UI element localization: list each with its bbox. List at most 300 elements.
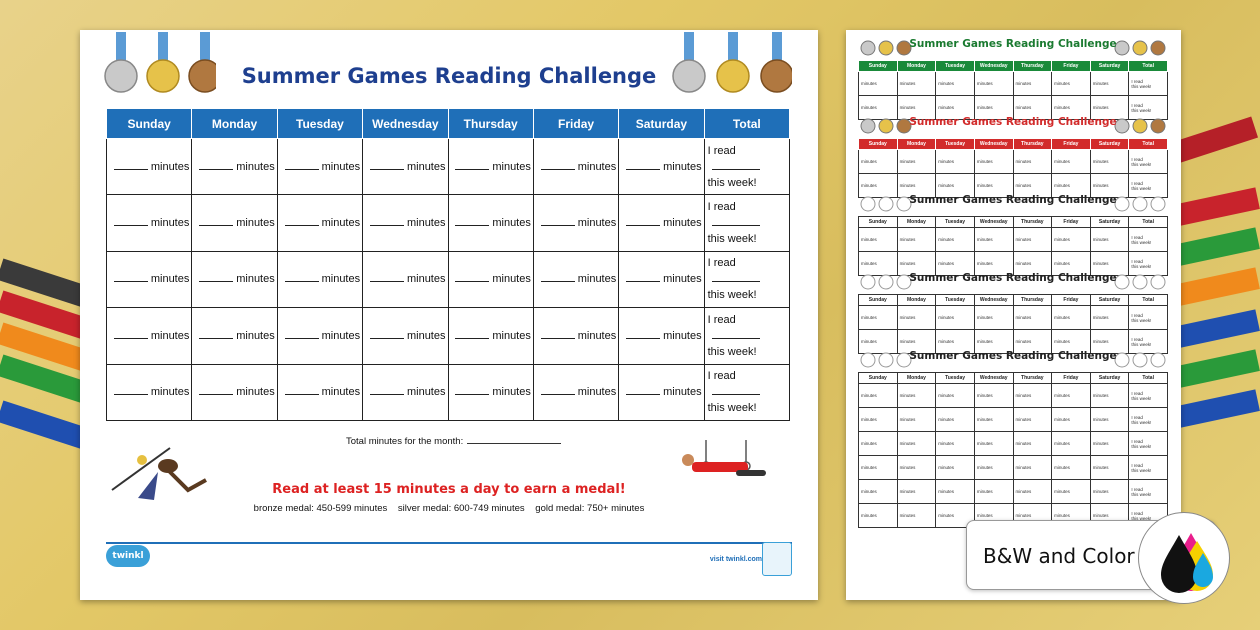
preview-minutes-cell [1052,72,1091,96]
minutes-label: minutes [150,329,190,342]
minutes-label: minutes [577,160,617,173]
preview-column-header: Tuesday [936,373,975,384]
preview-minutes-text: minutes [1054,183,1070,188]
preview-total-text2: this week! [1131,419,1152,425]
preview-column-header: Tuesday [936,139,975,150]
minutes-blank[interactable] [285,225,319,226]
weekly-total-blank[interactable] [712,169,760,170]
preview-total-cell [1129,408,1168,432]
preview-minutes-text: minutes [976,315,993,320]
preview-minutes-cell [1090,306,1129,330]
minutes-blank[interactable] [199,281,233,282]
weekly-total-suffix: this week! [707,289,757,302]
column-header-saturday: Saturday [619,109,704,139]
preview-minutes-cell [897,504,936,528]
weekly-total-prefix: I read [707,144,736,157]
preview-minutes-cell [936,306,975,330]
preview-minutes-text: minutes [899,441,916,446]
minutes-blank[interactable] [199,394,233,395]
minutes-blank[interactable] [285,169,319,170]
medal-call-to-action: Read at least 15 minutes a day to earn a medal! [272,482,626,497]
preview-row [859,432,1168,456]
preview-total-cell [1129,456,1168,480]
column-header-tuesday: Tuesday [277,109,362,139]
preview-total-text: I read [1131,462,1143,468]
minutes-cell[interactable] [448,364,533,420]
preview-minutes-text: minutes [899,105,916,110]
minutes-label: minutes [577,329,617,342]
preview-minutes-cell [974,432,1013,456]
preview-total-text2: this week! [1131,443,1152,449]
preview-minutes-text: minutes [1092,465,1109,470]
minutes-cell[interactable] [107,251,192,307]
minutes-label: minutes [321,329,361,342]
minutes-blank[interactable] [541,281,575,282]
preview-minutes-text: minutes [899,417,916,422]
weekly-total-suffix: this week! [707,345,757,358]
preview-minutes-text: minutes [1054,489,1070,494]
preview-column-header: Monday [897,217,936,228]
preview-total-text: I read [1131,180,1143,186]
minutes-cell[interactable] [192,251,277,307]
preview-minutes-text: minutes [899,237,916,242]
minutes-cell[interactable] [448,308,533,364]
minutes-label: minutes [236,160,275,173]
preview-total-text: I read [1131,102,1143,108]
minutes-blank[interactable] [285,394,319,395]
preview-minutes-text: minutes [1054,315,1070,320]
preview-minutes-text: minutes [861,489,877,494]
minutes-cell[interactable] [192,139,277,195]
minutes-cell[interactable] [448,139,533,195]
minutes-blank[interactable] [626,338,660,339]
preview-minutes-text: minutes [1092,441,1109,446]
minutes-label: minutes [406,329,446,342]
preview-minutes-text: minutes [938,441,955,446]
visit-link[interactable]: visit twinkl.com [709,556,762,563]
preview-minutes-cell [1052,408,1091,432]
weekly-total-blank[interactable] [712,394,760,395]
minutes-blank[interactable] [626,281,660,282]
preview-minutes-text: minutes [1092,489,1109,494]
bronze-level: bronze medal: 450-599 minutes [253,503,388,514]
preview-minutes-text: minutes [976,105,993,110]
preview-minutes-text: minutes [976,183,993,188]
preview-row [859,150,1168,174]
preview-column-header: Saturday [1090,295,1129,306]
preview-column-header: Tuesday [936,295,975,306]
preview-minutes-text: minutes [1054,159,1070,164]
minutes-cell[interactable] [363,251,448,307]
weekly-total-suffix: this week! [707,233,757,246]
preview-minutes-cell [1013,306,1052,330]
preview-total-cell [1129,306,1168,330]
preview-minutes-text: minutes [861,339,877,344]
preview-minutes-cell [1052,150,1091,174]
preview-minutes-cell [897,384,936,408]
preview-minutes-text: minutes [899,513,916,518]
minutes-blank[interactable] [114,281,148,282]
preview-column-header: Wednesday [974,139,1013,150]
quality-badge-icon [762,542,792,576]
preview-minutes-text: minutes [976,513,993,518]
minutes-label: minutes [577,217,617,230]
preview-minutes-text: minutes [938,393,955,398]
preview-minutes-cell [974,306,1013,330]
preview-minutes-cell [1090,150,1129,174]
minutes-cell[interactable] [363,139,448,195]
preview-minutes-cell [897,306,936,330]
minutes-label: minutes [577,273,617,286]
minutes-blank[interactable] [370,169,404,170]
preview-total-text2: this week! [1131,263,1152,269]
preview-minutes-cell [974,72,1013,96]
weekly-total-blank[interactable] [712,338,760,339]
preview-minutes-cell [1052,432,1091,456]
table-row [107,139,790,195]
preview-row [859,456,1168,480]
preview-column-header: Thursday [1013,61,1052,72]
minutes-label: minutes [492,273,531,286]
minutes-blank[interactable] [626,394,660,395]
preview-column-header: Sunday [859,217,898,228]
preview-minutes-text: minutes [1015,417,1032,422]
preview-minutes-cell [1052,306,1091,330]
preview-minutes-cell [936,384,975,408]
preview-total-text2: this week! [1131,467,1152,473]
minutes-cell[interactable] [533,308,618,364]
preview-minutes-text: minutes [1054,237,1070,242]
minutes-blank[interactable] [285,338,319,339]
preview-total-cell [1129,432,1168,456]
ink-drops-icon [1138,512,1230,604]
reading-log-table [106,108,790,421]
weekly-total-cell[interactable] [704,251,789,307]
preview-total-text2: this week! [1131,395,1152,401]
preview-minutes-cell [936,480,975,504]
minutes-cell[interactable] [619,251,704,307]
minutes-cell[interactable] [363,308,448,364]
preview-minutes-text: minutes [976,261,993,266]
preview-minutes-cell [1052,228,1091,252]
preview-row [859,306,1168,330]
preview-minutes-text: minutes [938,183,955,188]
preview-column-header: Monday [897,295,936,306]
preview-minutes-cell [1090,408,1129,432]
preview-total-cell [1129,384,1168,408]
preview-total-text: I read [1131,312,1143,318]
preview-total-text: I read [1131,336,1143,342]
preview-minutes-cell [897,456,936,480]
preview-minutes-text: minutes [861,465,877,470]
minutes-label: minutes [663,329,702,342]
minutes-cell[interactable] [619,139,704,195]
minutes-blank[interactable] [455,281,489,282]
minutes-cell[interactable] [363,364,448,420]
minutes-blank[interactable] [370,225,404,226]
preview-minutes-cell [1013,456,1052,480]
minutes-blank[interactable] [199,338,233,339]
minutes-cell[interactable] [619,308,704,364]
preview-total-text2: this week! [1131,341,1152,347]
preview-minutes-text: minutes [1054,339,1070,344]
preview-column-header: Total [1129,373,1168,384]
minutes-cell[interactable] [107,195,192,251]
preview-minutes-text: minutes [1092,237,1109,242]
preview-minutes-text: minutes [1015,441,1032,446]
preview-total-text2: this week! [1131,491,1152,497]
preview-minutes-text: minutes [938,489,955,494]
preview-minutes-cell [1052,456,1091,480]
preview-column-header: Friday [1052,295,1091,306]
preview-minutes-cell [1013,228,1052,252]
preview-minutes-text: minutes [861,261,877,266]
preview-minutes-text: minutes [1054,417,1070,422]
preview-minutes-cell [936,408,975,432]
column-header-thursday: Thursday [448,109,533,139]
preview-minutes-text: minutes [976,441,993,446]
preview-minutes-text: minutes [861,513,877,518]
preview-column-header: Wednesday [974,295,1013,306]
minutes-cell[interactable] [107,364,192,420]
preview-minutes-text: minutes [938,237,955,242]
minutes-label: minutes [663,217,702,230]
weekly-total-prefix: I read [707,201,736,214]
preview-table [858,372,1168,528]
preview-minutes-cell [897,150,936,174]
preview-column-header: Monday [897,373,936,384]
preview-row [859,228,1168,252]
preview-minutes-text: minutes [899,393,916,398]
minutes-cell[interactable] [277,195,362,251]
minutes-cell[interactable] [107,139,192,195]
preview-column-header: Monday [897,139,936,150]
minutes-cell[interactable] [277,364,362,420]
weekly-total-cell[interactable] [704,364,789,420]
minutes-blank[interactable] [455,169,489,170]
preview-variant [858,108,1168,191]
weekly-total-prefix: I read [707,313,736,326]
preview-minutes-text: minutes [976,237,993,242]
preview-column-header: Saturday [1090,61,1129,72]
preview-minutes-text: minutes [899,489,916,494]
minutes-label: minutes [321,386,361,399]
preview-title: Summer Games Reading Challenge [909,350,1117,362]
preview-total-text: I read [1131,414,1143,420]
minutes-label: minutes [236,217,275,230]
preview-minutes-cell [1090,432,1129,456]
preview-total-text: I read [1131,78,1143,84]
preview-total-cell [1129,228,1168,252]
preview-column-header: Friday [1052,139,1091,150]
minutes-cell[interactable] [448,195,533,251]
minutes-cell[interactable] [277,139,362,195]
weekly-total-cell[interactable] [704,139,789,195]
minutes-label: minutes [321,273,361,286]
minutes-label: minutes [492,386,531,399]
minutes-cell[interactable] [192,364,277,420]
minutes-blank[interactable] [370,281,404,282]
minutes-blank[interactable] [541,338,575,339]
preview-minutes-text: minutes [976,159,993,164]
pole-vaulter-icon [108,440,228,512]
minutes-blank[interactable] [541,394,575,395]
page-title: Summer Games Reading Challenge [241,64,657,88]
preview-minutes-text: minutes [1092,183,1109,188]
preview-minutes-text: minutes [1092,261,1109,266]
preview-minutes-cell [1090,72,1129,96]
weekly-total-cell[interactable] [704,308,789,364]
minutes-label: minutes [321,160,361,173]
preview-minutes-cell [1013,384,1052,408]
table-row [107,308,790,364]
minutes-blank[interactable] [455,225,489,226]
preview-column-header: Wednesday [974,61,1013,72]
preview-total-text: I read [1131,390,1143,396]
preview-minutes-text: minutes [1054,465,1070,470]
preview-column-header: Friday [1052,61,1091,72]
preview-minutes-text: minutes [1015,339,1032,344]
minutes-blank[interactable] [114,225,148,226]
minutes-blank[interactable] [455,394,489,395]
preview-column-header: Sunday [859,373,898,384]
preview-row [859,480,1168,504]
minutes-label: minutes [663,273,702,286]
minutes-blank[interactable] [370,394,404,395]
preview-minutes-text: minutes [976,339,993,344]
weekly-total-blank[interactable] [712,225,760,226]
preview-minutes-text: minutes [1092,159,1109,164]
preview-minutes-text: minutes [899,261,916,266]
minutes-blank[interactable] [199,169,233,170]
preview-minutes-text: minutes [1015,489,1032,494]
preview-minutes-text: minutes [899,183,916,188]
preview-minutes-cell [1013,72,1052,96]
minutes-cell[interactable] [533,195,618,251]
preview-variant [858,264,1168,347]
preview-column-header: Thursday [1013,139,1052,150]
preview-minutes-cell [974,408,1013,432]
minutes-blank[interactable] [285,281,319,282]
column-header-sunday: Sunday [107,109,192,139]
twinkl-logo: twinkl [106,545,150,567]
minutes-blank[interactable] [199,225,233,226]
minutes-cell[interactable] [619,195,704,251]
preview-minutes-text: minutes [861,105,877,110]
minutes-cell[interactable] [363,195,448,251]
weekly-total-suffix: this week! [707,402,757,415]
preview-minutes-cell [936,72,975,96]
weekly-total-suffix: this week! [707,176,757,189]
preview-column-header: Thursday [1013,217,1052,228]
minutes-cell[interactable] [107,308,192,364]
preview-column-header: Total [1129,139,1168,150]
preview-minutes-text: minutes [861,159,877,164]
preview-total-text: I read [1131,258,1143,264]
minutes-cell[interactable] [192,195,277,251]
preview-minutes-text: minutes [1015,81,1032,86]
preview-minutes-text: minutes [1015,393,1032,398]
preview-title: Summer Games Reading Challenge [909,116,1117,128]
preview-minutes-text: minutes [976,465,993,470]
weekly-total-blank[interactable] [712,281,760,282]
preview-column-header: Sunday [859,295,898,306]
preview-minutes-text: minutes [1092,393,1109,398]
preview-header-row [859,217,1168,228]
preview-minutes-cell [1090,456,1129,480]
preview-minutes-cell [936,432,975,456]
preview-minutes-text: minutes [976,393,993,398]
preview-minutes-cell [859,72,898,96]
preview-minutes-text: minutes [1015,105,1032,110]
minutes-blank[interactable] [370,338,404,339]
minutes-blank[interactable] [626,169,660,170]
preview-minutes-text: minutes [938,339,955,344]
minutes-cell[interactable] [533,364,618,420]
preview-column-header: Thursday [1013,295,1052,306]
preview-column-header: Sunday [859,61,898,72]
minutes-cell[interactable] [277,308,362,364]
minutes-blank[interactable] [114,169,148,170]
table-header-row [107,109,790,139]
preview-minutes-cell [974,228,1013,252]
minutes-cell[interactable] [533,139,618,195]
preview-minutes-text: minutes [899,465,916,470]
minutes-blank[interactable] [455,338,489,339]
preview-minutes-text: minutes [938,417,955,422]
preview-minutes-text: minutes [1092,513,1109,518]
reading-challenge-sheet [80,30,818,600]
preview-minutes-text: minutes [899,159,916,164]
minutes-blank[interactable] [541,225,575,226]
preview-minutes-cell [1052,384,1091,408]
preview-total-text2: this week! [1131,107,1152,113]
table-row [107,195,790,251]
preview-minutes-text: minutes [861,237,877,242]
preview-column-header: Saturday [1090,217,1129,228]
minutes-cell[interactable] [533,251,618,307]
minutes-cell[interactable] [448,251,533,307]
preview-minutes-text: minutes [938,159,955,164]
weekly-total-prefix: I read [707,257,736,270]
preview-header-row [859,139,1168,150]
minutes-blank[interactable] [114,338,148,339]
minutes-blank[interactable] [541,169,575,170]
month-total-row [346,436,561,447]
minutes-blank[interactable] [114,394,148,395]
minutes-blank[interactable] [626,225,660,226]
preview-minutes-text: minutes [1015,315,1032,320]
preview-minutes-cell [859,456,898,480]
minutes-cell[interactable] [619,364,704,420]
preview-minutes-cell [897,432,936,456]
preview-minutes-text: minutes [861,417,877,422]
preview-minutes-cell [859,228,898,252]
preview-total-cell [1129,72,1168,96]
minutes-cell[interactable] [192,308,277,364]
preview-minutes-text: minutes [899,339,916,344]
preview-minutes-text: minutes [1092,339,1109,344]
preview-minutes-text: minutes [1054,393,1070,398]
preview-minutes-cell [897,228,936,252]
minutes-cell[interactable] [277,251,362,307]
preview-header-row [859,61,1168,72]
silver-level: silver medal: 600-749 minutes [397,503,525,514]
preview-minutes-cell [1013,432,1052,456]
preview-minutes-cell [859,504,898,528]
weekly-total-cell[interactable] [704,195,789,251]
preview-minutes-cell [897,72,936,96]
